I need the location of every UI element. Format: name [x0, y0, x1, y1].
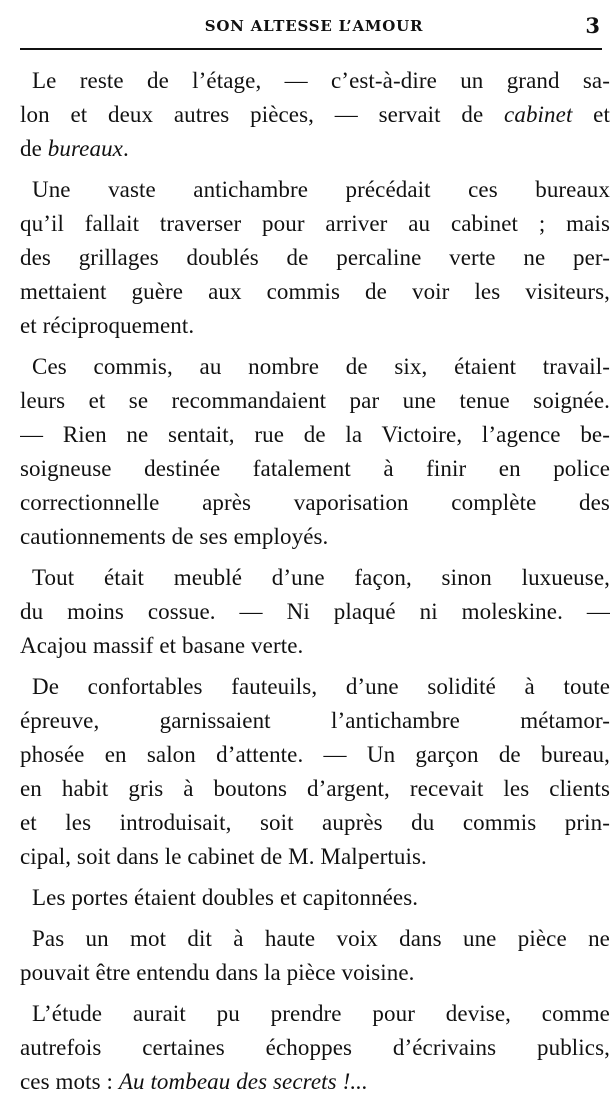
text-segment: ces mots :: [20, 1069, 119, 1094]
text-line: Acajou massif et basane verte.: [20, 633, 304, 658]
text-line: Ces commis, au nombre de six, étaient travail-: [32, 354, 610, 379]
text-segment: .: [122, 136, 129, 161]
text-line: leurs et se recommandaient par une tenue soignée.: [20, 388, 610, 413]
header-rule: [20, 48, 602, 50]
text-line-with-emphasis: [20, 1065, 610, 1099]
text-line: L’étude aurait pu prendre pour devise, comme: [32, 1001, 610, 1026]
text-line: — Rien ne sentait, rue de la Victoire, l’agence be-: [20, 422, 610, 447]
text-line: correctionnelle après vaporisation complète des: [20, 490, 610, 515]
text-line: Pas un mot dit à haute voix dans une pièce ne: [32, 926, 610, 951]
body-text: [20, 64, 610, 1106]
text-line: Tout était meublé d’une façon, sinon luxueuse,: [32, 565, 610, 590]
text-line: Une vaste antichambre précédait ces bureaux: [32, 177, 610, 202]
running-title: SON ALTESSE L’AMOUR: [204, 17, 424, 35]
text-line-with-emphasis: [20, 98, 610, 132]
text-line: épreuve, garnissaient l’antichambre métamor-: [20, 708, 610, 733]
text-line-with-emphasis: [20, 132, 610, 166]
text-line: et les introduisait, soit auprès du commis prin-: [20, 810, 610, 835]
paragraph-1: [20, 64, 610, 166]
text-line: qu’il fallait traverser pour arriver au cabinet ; mais: [20, 211, 610, 236]
text-segment: lon et deux autres pièces, — servait de: [20, 102, 505, 127]
text-line: De confortables fauteuils, d’une solidité à toute: [32, 674, 610, 699]
text-segment: et: [572, 102, 610, 127]
text-line: autrefois certaines échoppes d’écrivains publics,: [20, 1035, 610, 1060]
text-line: en habit gris à boutons d’argent, recevait les clients: [20, 776, 610, 801]
paragraph-4: [20, 561, 610, 663]
page-number: 3: [585, 13, 600, 38]
emphasized-motto: Au tombeau des secrets !...: [118, 1069, 368, 1094]
paragraph-8: [20, 997, 610, 1099]
text-line: phosée en salon d’attente. — Un garçon de bureau,: [20, 742, 610, 767]
paragraph-6: [20, 881, 610, 915]
emphasized-word: bureaux: [47, 136, 123, 161]
paragraph-5: [20, 670, 610, 874]
paragraph-3: [20, 350, 610, 554]
text-line: mettaient guère aux commis de voir les visiteurs,: [20, 279, 610, 304]
text-line: et réciproquement.: [20, 313, 195, 338]
text-line: soigneuse destinée fatalement à finir en police: [20, 456, 610, 481]
emphasized-word: cabinet: [504, 102, 573, 127]
text-line: Les portes étaient doubles et capitonnées.: [32, 885, 419, 910]
paragraph-2: [20, 173, 610, 343]
running-header: [28, 13, 600, 46]
text-line: Le reste de l’étage, — c’est-à-dire un grand sa-: [32, 68, 610, 93]
text-line: pouvait être entendu dans la pièce voisine.: [20, 960, 415, 985]
text-line: cautionnements de ses employés.: [20, 524, 329, 549]
text-line: du moins cossue. — Ni plaqué ni moleskine. —: [20, 599, 610, 624]
paragraph-7: [20, 922, 610, 990]
text-segment: de: [20, 136, 48, 161]
text-line: cipal, soit dans le cabinet de M. Malpertuis.: [20, 844, 427, 869]
text-line: des grillages doublés de percaline verte ne per-: [20, 245, 610, 270]
